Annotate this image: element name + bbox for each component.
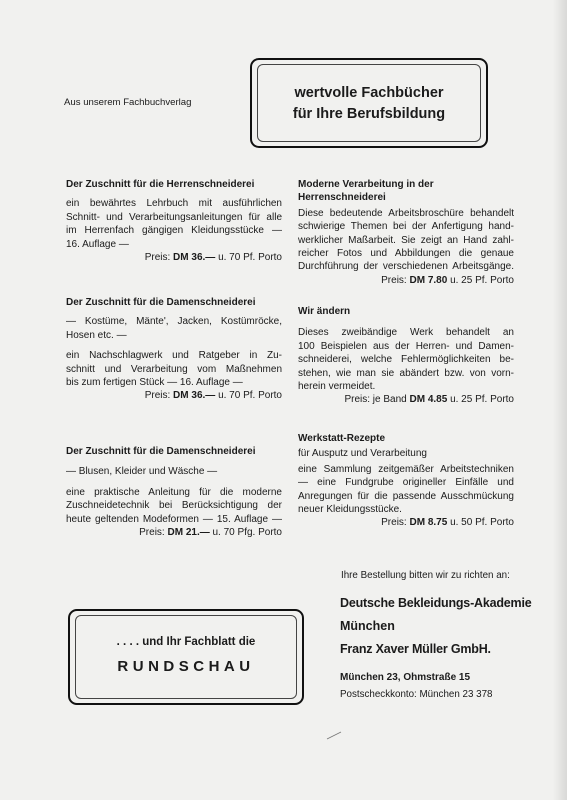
book-line: Anregungen für die passende Ausschmückung — [298, 490, 514, 502]
book-line: eine Sammlung zeitgemäßer Arbeitstechniken — [298, 463, 514, 475]
book-line: Zuschneidetechnik bei Berücksichtigung der — [66, 500, 282, 512]
book-damen-zuschnitt-kostueme — [66, 296, 282, 403]
book-line: ein bewährtes Lehrbuch mit ausführlichen — [66, 198, 282, 210]
book-price: Preis: je Band DM 4.85 u. 25 Pf. Porto — [344, 394, 514, 406]
intro-text: Aus unserem Fachbuchverlag — [64, 97, 192, 108]
order-org-company: Franz Xaver Müller GmbH. — [340, 642, 491, 656]
order-org-city: München — [340, 619, 395, 633]
order-address: München 23, Ohmstraße 15 — [340, 672, 471, 683]
book-subtitle: für Ausputz und Verarbeitung — [298, 448, 427, 460]
book-title: Der Zuschnitt für die Damenschneiderei — [66, 446, 256, 457]
book-line: schnitt und Verarbeitung vom Maßnehmen — [66, 363, 282, 375]
order-org-name: Deutsche Bekleidungs-Akademie — [340, 596, 532, 610]
book-line: bis zum fertigen Stück — 16. Auflage — — [66, 377, 243, 389]
page-edge-shadow — [553, 0, 567, 800]
pencil-mark — [325, 728, 345, 742]
book-price: Preis: DM 8.75 u. 50 Pf. Porto — [381, 517, 514, 529]
header-box — [250, 58, 488, 148]
header-box-line2: für Ihre Berufsbildung — [292, 106, 446, 122]
book-line: eine praktische Anleitung für die moderne — [66, 486, 282, 498]
book-line: 16. Auflage — — [66, 238, 129, 250]
book-line: reicher Fotos und Abbildungen die genaue — [298, 248, 514, 260]
book-line: werklicher Maßarbeit. Sie zeigt an Hand zahl- — [298, 234, 514, 246]
book-price: Preis: DM 36.— u. 70 Pf. Porto — [144, 390, 282, 402]
book-title: Werkstatt-Rezepte — [298, 433, 386, 444]
book-line: schneiderei, welche Fehlermöglichkeiten be- — [298, 354, 514, 366]
book-title: Der Zuschnitt für die Herrenschneiderei — [66, 179, 255, 190]
book-subline: Hosen etc. — — [66, 329, 127, 341]
order-intro: Ihre Bestellung bitten wir zu richten an: — [341, 570, 510, 581]
book-line: — eine Fundgrube origineller Einfälle und — [298, 477, 514, 489]
book-line: schwierige Themen bei der Anfertigung hand- — [298, 221, 514, 233]
book-line: heute geltenden Modeformen — 15. Auflage — — [66, 513, 282, 525]
book-herren-zuschnitt — [66, 178, 282, 264]
order-postscheck: Postscheckkonto: München 23 378 — [340, 689, 493, 700]
book-subline: — Blusen, Kleider und Wäsche — — [66, 466, 218, 478]
book-line: neuer Kleidungsstücke. — [298, 504, 402, 516]
book-subline: — Kostüme, Mänte', Jacken, Kostümröcke, — [66, 316, 282, 328]
book-title: Wir ändern — [298, 306, 351, 317]
book-line: stehen, wie man sie abändert bzw. von vorn- — [298, 367, 514, 379]
book-price: Preis: DM 7.80 u. 25 Pf. Porto — [381, 274, 514, 286]
book-werkstatt-rezepte — [298, 432, 514, 530]
book-price: Preis: DM 36.— u. 70 Pf. Porto — [144, 252, 282, 264]
book-line: herein vermeidet. — [298, 381, 376, 393]
rundschau-title: RUNDSCHAU — [117, 658, 255, 675]
book-title: Herrenschneiderei — [298, 192, 386, 204]
book-line: Durchführung der verschiedenen Arbeitsgänge. — [298, 261, 514, 273]
book-title: Moderne Verarbeitung in der — [298, 179, 434, 190]
book-wir-aendern — [298, 305, 514, 407]
header-box-line1: wertvolle Fachbücher — [294, 85, 444, 101]
book-line: 100 Beispielen aus der Herren- und Damen- — [298, 340, 514, 352]
book-line: Dieses zweibändige Werk behandelt an — [298, 327, 514, 339]
rundschau-box — [68, 609, 304, 705]
rundschau-line1: . . . . und Ihr Fachblatt die — [116, 636, 256, 648]
book-line: Schnitt- und Verarbeitungsanleitungen für alle — [66, 211, 282, 223]
book-moderne-verarbeitung — [298, 178, 514, 287]
book-line: im Herrenfach gängigen Kleidungsstücke — — [66, 225, 282, 237]
book-damen-zuschnitt-blusen — [66, 445, 282, 539]
book-line: Diese bedeutende Arbeitsbroschüre behandelt — [298, 207, 514, 219]
book-title: Der Zuschnitt für die Damenschneiderei — [66, 297, 256, 308]
book-line: ein Nachschlagwerk und Ratgeber in Zu- — [66, 350, 282, 362]
book-price: Preis: DM 21.— u. 70 Pfg. Porto — [139, 527, 282, 539]
